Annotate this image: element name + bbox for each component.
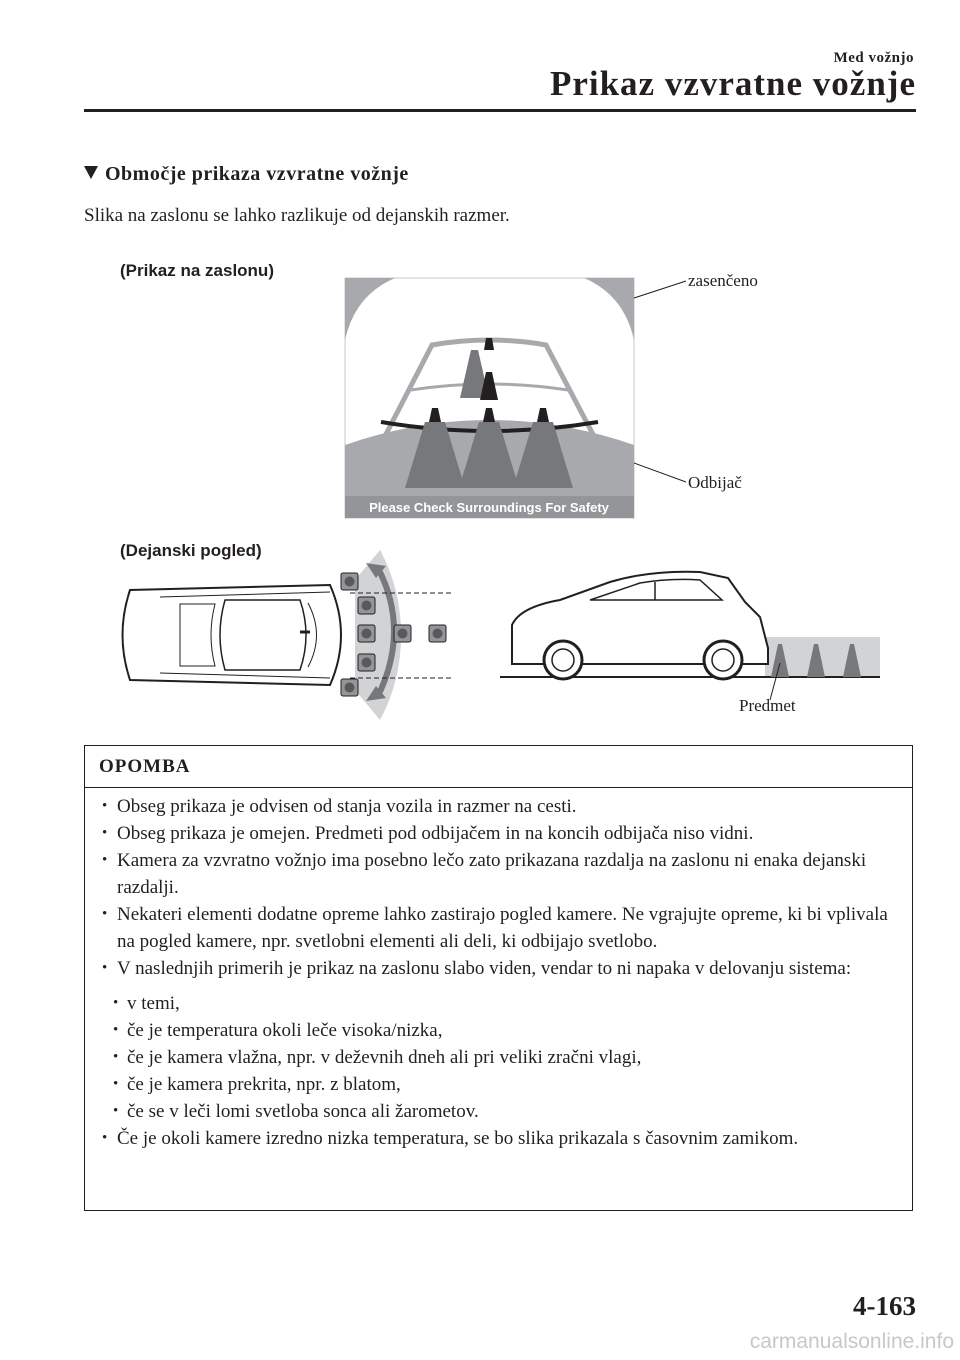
callout-bumper: Odbijač: [688, 473, 742, 492]
screen-banner: Please Check Surroundings For Safety: [369, 500, 609, 515]
list-item-text: če je kamera prekrita, npr. z blatom,: [127, 1074, 401, 1095]
list-item-text: v temi,: [127, 993, 180, 1014]
watermark: carmanualsonline.info: [749, 1330, 954, 1353]
note-box: [84, 745, 913, 1211]
bullet-icon: •: [113, 1049, 119, 1065]
section-heading-text: Območje prikaza vzvratne vožnje: [105, 163, 409, 185]
list-item-text: če je kamera vlažna, npr. v deževnih dneh ali pri veliki zračni vlagi,: [127, 1047, 642, 1068]
list-item-text: Kamera za vzvratno vožnjo ima posebno lečo zato prikazana razdalja na zaslonu ni enaka dejanski razdalji.: [117, 850, 867, 898]
bullet-icon: •: [113, 995, 119, 1011]
bullet-icon: •: [102, 825, 108, 841]
list-item: [85, 820, 912, 847]
bullet-icon: •: [113, 1076, 119, 1092]
list-item-text: V naslednjih primerih je prikaz na zaslonu slabo viden, vendar to ni napaka v delovanju sistema:: [117, 958, 852, 979]
sub-list-item: [85, 1044, 912, 1071]
bullet-icon: •: [102, 852, 108, 868]
actual-view-label: (Dejanski pogled): [120, 541, 262, 560]
screen-view-label: (Prikaz na zaslonu): [120, 261, 274, 280]
bullet-icon: •: [113, 1022, 119, 1038]
list-item: [85, 1125, 912, 1152]
bullet-icon: •: [102, 960, 108, 976]
chapter-label: Med vožnjo: [833, 50, 914, 66]
bullet-icon: •: [113, 1103, 119, 1119]
page-number: 4-163: [853, 1291, 916, 1321]
sub-list-item: [85, 1098, 912, 1125]
list-item-text: Nekateri elementi dodatne opreme lahko zastirajo pogled kamere. Ne vgrajujte opreme, ki bi vplivala na pogled kamere, npr. svetlobni elementi ali deli, ki odbijajo svetlobo.: [117, 904, 888, 952]
list-item-text: Obseg prikaza je omejen. Predmeti pod odbijačem in na koncih odbijača niso vidni.: [117, 823, 754, 844]
list-item-text: če je temperatura okoli leče visoka/nizka,: [127, 1020, 443, 1041]
callout-object: Predmet: [739, 696, 796, 715]
note-heading: OPOMBA: [85, 746, 912, 788]
car-side-view: [500, 572, 880, 679]
note-list: [85, 788, 912, 1152]
screen-view-image: [345, 278, 634, 518]
sub-list-item: [85, 1017, 912, 1044]
bullet-icon: •: [102, 1130, 108, 1146]
bullet-icon: •: [102, 906, 108, 922]
intro-text: Slika na zaslonu se lahko razlikuje od dejanskih razmer.: [84, 205, 510, 226]
list-item-text: Če je okoli kamere izredno nizka temperatura, se bo slika prikazala s časovnim zamikom.: [117, 1128, 799, 1149]
sub-list-item: [85, 1071, 912, 1098]
bullet-icon: •: [102, 798, 108, 814]
sub-list-item: [85, 990, 912, 1017]
list-item: [85, 847, 912, 901]
callout-shaded: zasenčeno: [688, 271, 758, 290]
list-item: [85, 955, 912, 982]
list-item: [85, 793, 912, 820]
list-item: [85, 901, 912, 955]
list-item-text: če se v leči lomi svetloba sonca ali žarometov.: [127, 1101, 479, 1122]
page-title: Prikaz vzvratne vožnje: [549, 64, 916, 103]
list-item-text: Obseg prikaza je odvisen od stanja vozila in razmer na cesti.: [117, 796, 577, 817]
